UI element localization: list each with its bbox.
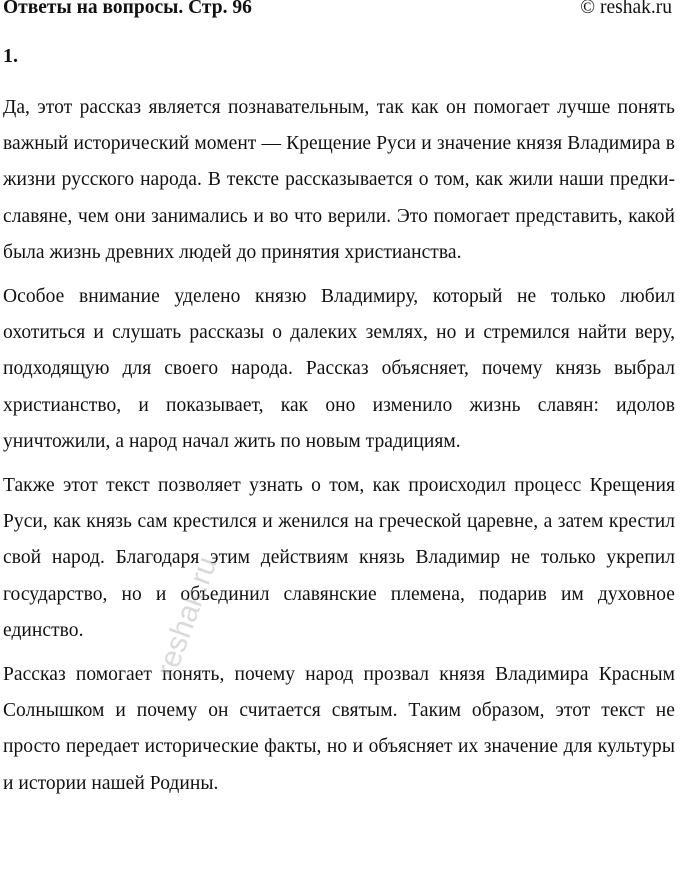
- answer-text: [3, 90, 675, 810]
- watermark: reshak.ru: [150, 552, 224, 682]
- paragraph: Да, этот рассказ является познавательным, так как он помогает лучше понять важный исторический момент — Крещение Руси и значение князя Владимира в жизни русского народа. В тексте рассказывается о том, как жили наши предки-славяне, чем они занимались и во что верили. Это помогает представить, какой была жизнь древних людей до принятия христианства.: [3, 97, 675, 263]
- paragraph: Рассказ помогает понять, почему народ прозвал князя Владимира Красным Солнышком и почему он считается святым. Таким образом, этот текст не просто передает исторические факты, но и объясняет их значение для культуры и истории нашей Родины.: [3, 664, 675, 794]
- question-number: 1.: [3, 45, 18, 67]
- paragraph: Особое внимание уделено князю Владимиру, который не только любил охотиться и слушать рассказы о далеких землях, но и стремился найти веру, подходящую для своего народа. Рассказ объясняет, почему князь выбрал христианство, и показывает, как оно изменило жизнь славян: идолов уничтожили, а народ начал жить по новым традициям.: [3, 286, 675, 452]
- page-title: Ответы на вопросы. Стр. 96: [3, 0, 252, 18]
- source-label: © reshak.ru: [580, 0, 672, 18]
- page-header: [3, 0, 672, 26]
- paragraph: Также этот текст позволяет узнать о том, как происходил процесс Крещения Руси, как князь сам крестился и женился на греческой царевне, а затем крестил свой народ. Благодаря этим действиям князь Владимир не только укрепил государство, но и объединил славянские племена, подарив им духовное единство.: [3, 475, 675, 641]
